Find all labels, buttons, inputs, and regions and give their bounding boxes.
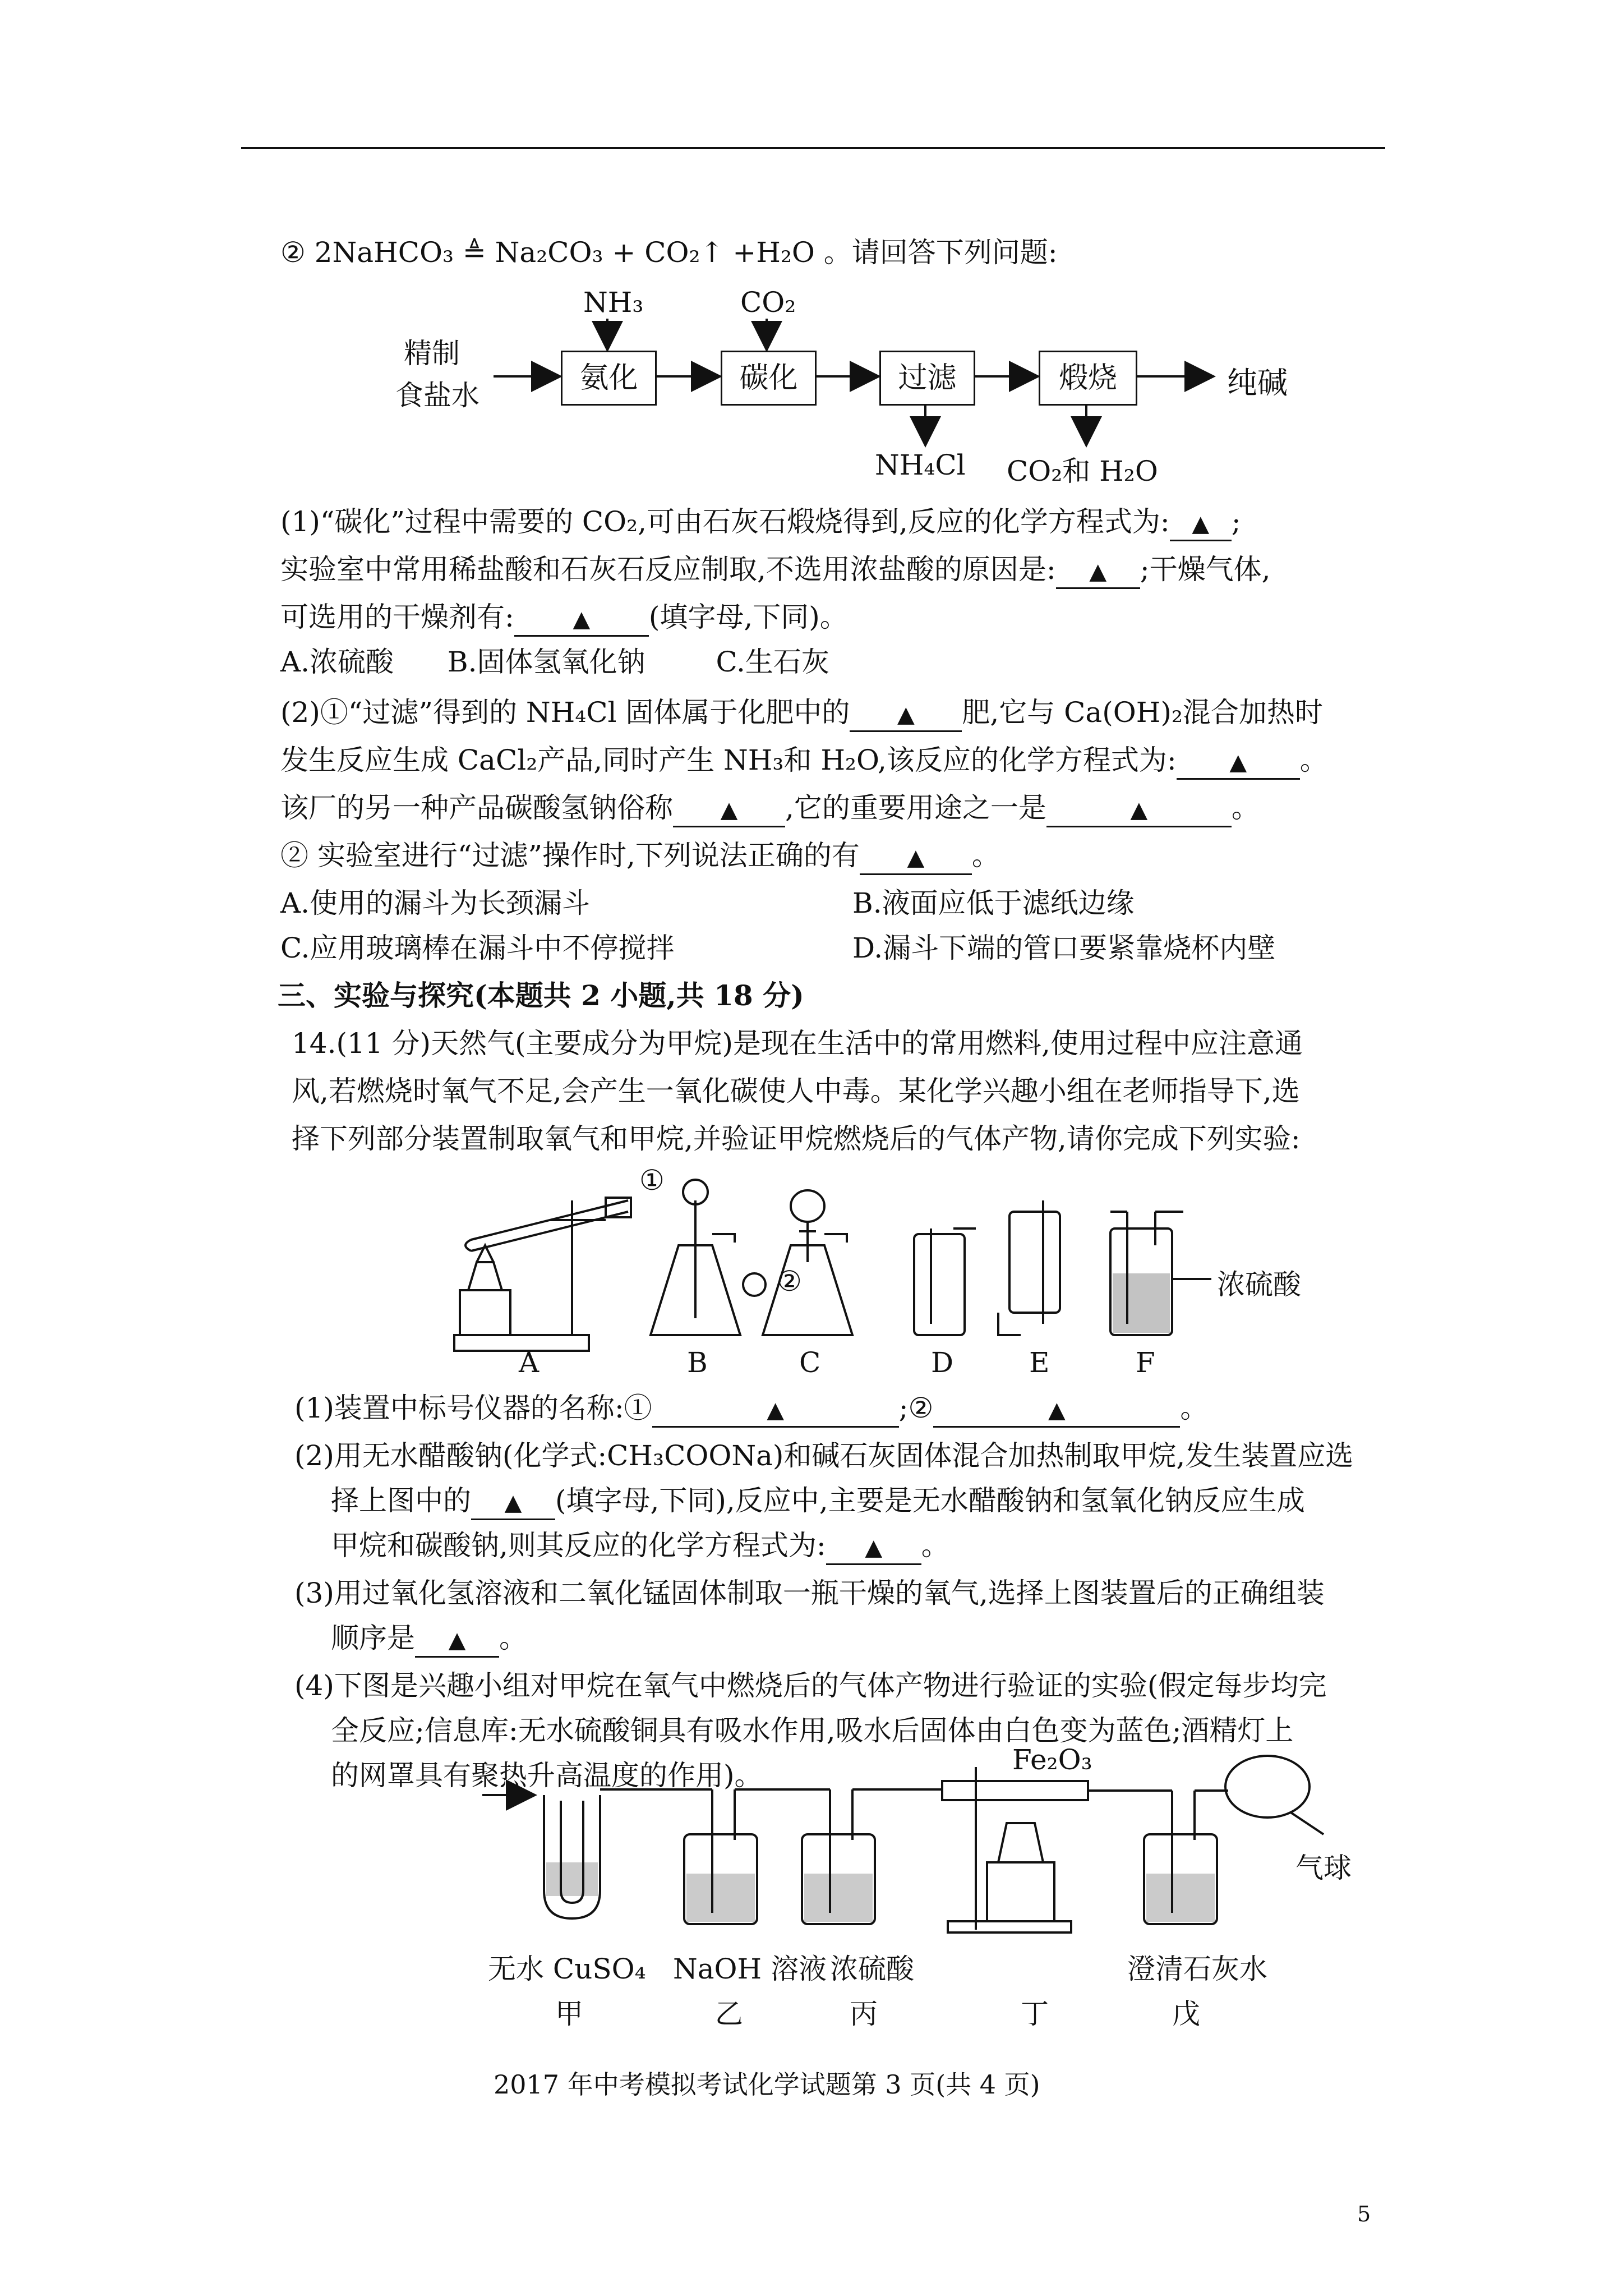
gas-train-drawing xyxy=(482,1750,1424,1941)
q1-option-c: C.生石灰 xyxy=(716,646,829,678)
flow-input-top: 精制 xyxy=(404,337,460,370)
train-label-cuso4: 无水 CuSO₄ xyxy=(488,1953,646,1985)
apparatus-label-e: E xyxy=(1029,1346,1050,1379)
page-footer: 2017 年中考模拟考试化学试题第 3 页(共 4 页) xyxy=(494,2069,1040,2100)
sub-q1: (1)装置中标号仪器的名称:① ▲ ;② ▲ 。 xyxy=(294,1391,1208,1428)
answer-blank: ▲ xyxy=(826,1530,921,1565)
apparatus-label-a: A xyxy=(519,1346,540,1379)
q2-line3: 该厂的另一种产品碳酸氢钠俗称 ▲ ,它的重要用途之一是 ▲ 。 xyxy=(280,791,1260,827)
flow-step-ammoniation: 氨化 xyxy=(561,351,657,406)
q2-option-c: C.应用玻璃棒在漏斗中不停搅拌 xyxy=(280,932,675,964)
flow-output-nh4cl: NH₄Cl xyxy=(875,449,966,481)
flow-step-carbonation: 碳化 xyxy=(721,351,817,406)
answer-blank: ▲ xyxy=(1170,506,1232,541)
answer-blank: ▲ xyxy=(1177,744,1300,780)
answer-blank: ▲ xyxy=(652,1392,899,1428)
q2-option-d: D.漏斗下端的管口要紧靠烧杯内壁 xyxy=(852,932,1276,964)
section-3-heading: 三、实验与探究(本题共 2 小题,共 18 分) xyxy=(278,979,804,1012)
q2-option-a: A.使用的漏斗为长颈漏斗 xyxy=(280,887,591,919)
train-label-limewater: 澄清石灰水 xyxy=(1127,1953,1267,1985)
q2-line2: 发生反应生成 CaCl₂产品,同时产生 NH₃和 H₂O,该反应的化学方程式为: ▲ 。 xyxy=(280,743,1328,780)
q14-line2: 风,若燃烧时氧气不足,会产生一氧化碳使人中毒。某化学兴趣小组在老师指导下,选 xyxy=(292,1075,1300,1107)
train-label-balloon: 气球 xyxy=(1295,1852,1352,1884)
sub-q4-line2: 全反应;信息库:无水硫酸铜具有吸水作用,吸水后固体由白色变为蓝色;酒精灯上 xyxy=(331,1714,1294,1747)
sub-q2-line3: 甲烷和碳酸钠,则其反应的化学方程式为: ▲ 。 xyxy=(331,1529,949,1565)
flow-output: 纯碱 xyxy=(1227,365,1288,401)
train-label-conc-acid: 浓硫酸 xyxy=(830,1953,914,1985)
q2-line4: ② 实验室进行“过滤”操作时,下列说法正确的有 ▲ 。 xyxy=(280,839,1000,875)
apparatus-mark-1: ① xyxy=(639,1164,665,1197)
answer-blank: ▲ xyxy=(673,792,785,827)
train-name-jia: 甲 xyxy=(555,1998,583,2030)
sub-q2-line2: 择上图中的 ▲ (填字母,下同),反应中,主要是无水醋酸钠和氢氧化钠反应生成 xyxy=(331,1484,1305,1520)
apparatus-label-c: C xyxy=(799,1346,821,1379)
answer-blank: ▲ xyxy=(850,697,962,732)
train-label-fe2o3: Fe₂O₃ xyxy=(1012,1743,1092,1776)
q1-line2: 实验室中常用稀盐酸和石灰石反应制取,不选用浓盐酸的原因是: ▲ ;干燥气体, xyxy=(280,553,1271,589)
page-number: 5 xyxy=(1357,2202,1371,2226)
q14-line1: 14.(11 分)天然气(主要成分为甲烷)是现在生活中的常用燃料,使用过程中应注意通 xyxy=(292,1027,1303,1060)
q1-options xyxy=(280,645,829,679)
answer-blank: ▲ xyxy=(471,1485,555,1520)
answer-blank: ▲ xyxy=(514,601,649,637)
answer-blank: ▲ xyxy=(415,1622,499,1658)
train-name-bing: 丙 xyxy=(850,1998,878,2030)
apparatus-label-conc-acid: 浓硫酸 xyxy=(1217,1268,1301,1301)
flow-step-calcination: 煅烧 xyxy=(1039,351,1137,406)
flow-input-co2: CO₂ xyxy=(740,286,796,319)
apparatus-label-b: B xyxy=(687,1346,708,1379)
apparatus-label-f: F xyxy=(1136,1346,1155,1379)
q2-line1: (2)①“过滤”得到的 NH₄Cl 固体属于化肥中的 ▲ 肥,它与 Ca(OH)₂混合加热时 xyxy=(280,696,1323,732)
apparatus-label-d: D xyxy=(931,1346,954,1379)
flow-output-co2-h2o: CO₂和 H₂O xyxy=(1007,455,1158,487)
q1-line1: (1)“碳化”过程中需要的 CO₂,可由石灰石煅烧得到,反应的化学方程式为: ▲ ; xyxy=(280,505,1241,541)
answer-blank: ▲ xyxy=(860,840,972,875)
q1-option-b: B.固体氢氧化钠 xyxy=(447,646,645,678)
q2-option-b: B.液面应低于滤纸边缘 xyxy=(852,887,1135,919)
q1-option-a: A.浓硫酸 xyxy=(280,646,394,678)
flow-input-bottom: 食盐水 xyxy=(395,379,479,412)
q14-line3: 择下列部分装置制取氧气和甲烷,并验证甲烷燃烧后的气体产物,请你完成下列实验: xyxy=(292,1122,1301,1155)
sub-q4-line1: (4)下图是兴趣小组对甲烷在氧气中燃烧后的气体产物进行验证的实验(假定每步均完 xyxy=(294,1669,1327,1702)
sub-q2-line1: (2)用无水醋酸钠(化学式:CH₃COONa)和碱石灰固体混合加热制取甲烷,发生装置应选 xyxy=(294,1439,1354,1472)
apparatus-mark-2: ② xyxy=(777,1265,802,1297)
sub-q3-line2: 顺序是 ▲ 。 xyxy=(331,1621,527,1658)
answer-blank: ▲ xyxy=(1056,554,1140,589)
train-name-wu: 戊 xyxy=(1172,1998,1200,2030)
flow-input-nh3: NH₃ xyxy=(583,286,644,319)
answer-blank: ▲ xyxy=(1046,792,1232,827)
train-name-yi: 乙 xyxy=(715,1998,743,2030)
train-name-ding: 丁 xyxy=(1021,1998,1049,2030)
sub-q4-line3: 的网罩具有聚热升高温度的作用)。 xyxy=(331,1759,763,1792)
train-label-naoh: NaOH 溶液 xyxy=(673,1953,827,1985)
flow-step-filtration: 过滤 xyxy=(879,351,975,406)
flow-arrows xyxy=(0,0,1623,505)
q1-line3: 可选用的干燥剂有: ▲ (填字母,下同)。 xyxy=(280,600,848,637)
equation-line: ② 2NaHCO₃ ≜ Na₂CO₃ + CO₂↑ +H₂O 。请回答下列问题: xyxy=(280,236,1058,269)
answer-blank: ▲ xyxy=(933,1392,1180,1428)
sub-q3-line1: (3)用过氧化氢溶液和二氧化锰固体制取一瓶干燥的氧气,选择上图装置后的正确组装 xyxy=(294,1577,1325,1609)
